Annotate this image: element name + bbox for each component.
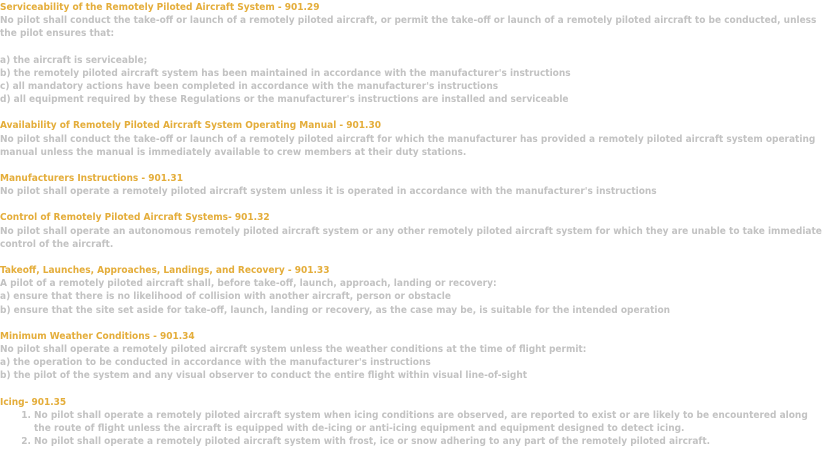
section-901-30 [0, 119, 826, 159]
section-901-29 [0, 1, 826, 106]
section-heading: Control of Remotely Piloted Aircraft Systems- 901.32 [0, 212, 270, 224]
paragraph-gap [0, 41, 826, 54]
section-heading: Takeoff, Launches, Approaches, Landings, and Recovery - 901.33 [0, 265, 330, 277]
section-heading: Manufacturers Instructions - 901.31 [0, 173, 183, 185]
list-item: a) ensure that there is no likelihood of collision with another aircraft, person or obstacle [0, 291, 451, 303]
list-item: a) the aircraft is serviceable; [0, 54, 148, 66]
section-intro: No pilot shall operate a remotely piloted aircraft system unless the weather conditions at the time of flight permit: [0, 344, 587, 356]
numbered-list [0, 409, 826, 449]
list-item: c) all mandatory actions have been completed in accordance with the manufacturer's instructions [0, 81, 499, 93]
section-901-32 [0, 211, 826, 251]
list-item: b) ensure that the site set aside for take-off, launch, landing or recovery, as the case may be, is suitable for the intended operation [0, 304, 671, 316]
numbered-list-item: 2. No pilot shall operate a remotely piloted aircraft system with frost, ice or snow adhering to any part of the remotely piloted aircraft. [34, 435, 826, 448]
list-item: b) the remotely piloted aircraft system has been maintained in accordance with the manufacturer's instructions [0, 67, 571, 79]
section-intro: No pilot shall conduct the take-off or launch of a remotely piloted aircraft for which the manufacturer has provided a remotely piloted aircraft system operating manual unless the manual is immediately available to crew members at their duty stations. [0, 133, 816, 158]
section-heading: Availability of Remotely Piloted Aircraft System Operating Manual - 901.30 [0, 120, 381, 132]
section-intro: No pilot shall operate an autonomous remotely piloted aircraft system or any other remotely piloted aircraft system for which they are unable to take immediate control of the aircraft. [0, 225, 822, 250]
list-item: d) all equipment required by these Regulations or the manufacturer's instructions are installed and serviceable [0, 94, 569, 106]
section-heading: Icing- 901.35 [0, 396, 67, 408]
section-intro: A pilot of a remotely piloted aircraft shall, before take-off, launch, approach, landing or recovery: [0, 278, 497, 290]
numbered-list-item: 1. No pilot shall operate a remotely piloted aircraft system when icing conditions are observed, are reported to exist or are likely to be encountered along the route of flight unless the aircraft is equipped with de-icing or anti-icing equipment and equipment designed to detect icing. [34, 409, 826, 435]
list-item: a) the operation to be conducted in accordance with the manufacturer's instructions [0, 357, 431, 369]
section-901-31 [0, 172, 826, 198]
list-item: b) the pilot of the system and any visual observer to conduct the entire flight within visual line-of-sight [0, 370, 528, 382]
section-intro: No pilot shall operate a remotely piloted aircraft system unless it is operated in accordance with the manufacturer's instructions [0, 186, 657, 198]
section-901-33 [0, 264, 826, 317]
section-intro: No pilot shall conduct the take-off or launch of a remotely piloted aircraft, or permit the take-off or launch of a remotely piloted aircraft to be conducted, unless the pilot ensures that: [0, 15, 817, 40]
section-901-35 [0, 396, 826, 449]
section-heading: Serviceability of the Remotely Piloted Aircraft System - 901.29 [0, 2, 320, 13]
section-heading: Minimum Weather Conditions - 901.34 [0, 330, 195, 342]
section-901-34 [0, 330, 826, 383]
